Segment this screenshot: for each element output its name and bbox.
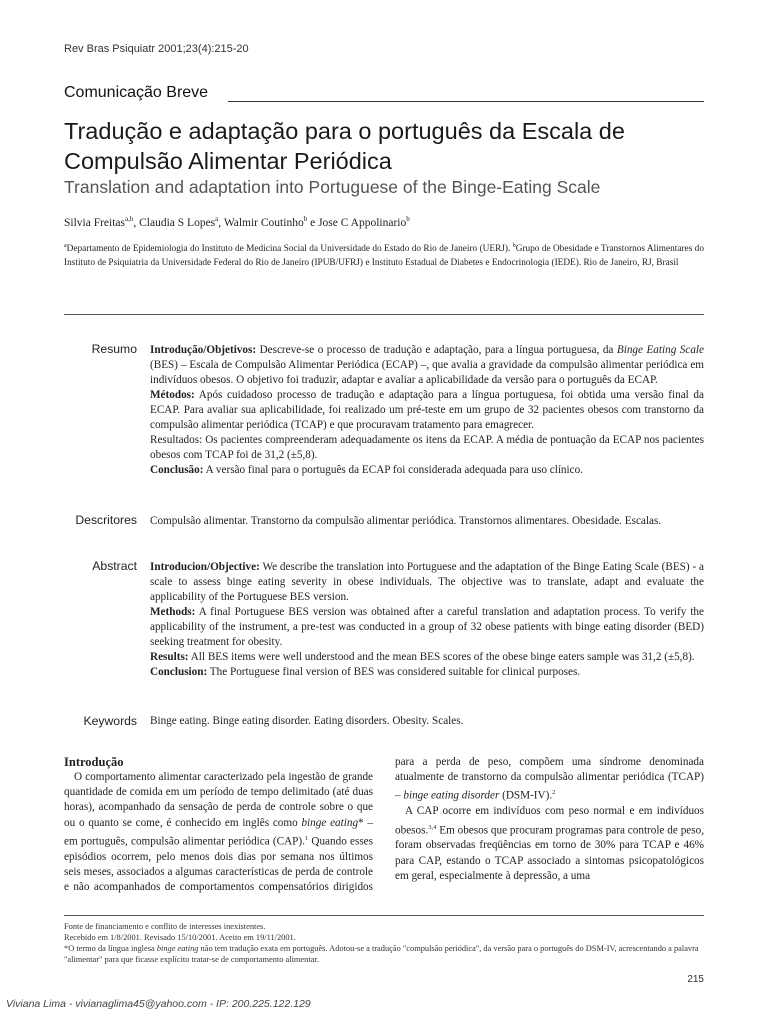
descritores-text: Compulsão alimentar. Transtorno da compulsão alimentar periódica. Transtornos alimentares. Obesidade. Escalas. bbox=[150, 515, 662, 527]
author-affiliation-marker: b bbox=[406, 215, 410, 223]
affiliation-a: Departamento de Epidemiologia do Instituto de Medicina Social da Universidade do Estado do Rio de Janeiro (UERJ). bbox=[66, 244, 513, 255]
author-affiliation-marker: b bbox=[303, 215, 308, 223]
author-name: Silvia Freitas bbox=[64, 216, 126, 229]
descritores-label: Descritores bbox=[75, 513, 137, 527]
header-divider bbox=[64, 314, 704, 315]
intro-heading: Introdução bbox=[64, 755, 124, 769]
resumo-intro-italic: Binge Eating Scale bbox=[616, 344, 705, 356]
section-rule bbox=[228, 101, 704, 102]
page-number: 215 bbox=[687, 974, 704, 985]
citation-marker: 3,4 bbox=[428, 823, 437, 831]
abstract-results-text: All BES items were well understood and the mean BES scores of the obese binge eaters sample was 31,2 (±5,8). bbox=[188, 651, 695, 663]
author-affiliation-marker: a,b bbox=[125, 215, 134, 223]
intro-text: * – em português, compulsão alimentar periódica (CAP). bbox=[64, 816, 374, 848]
intro-text: (DSM-IV). bbox=[499, 790, 553, 803]
author-affiliation-marker: a bbox=[215, 215, 219, 223]
footnote-text: não tem tradução exata em português. Adotou-se a tradução "compulsão periódica", da versão para o português do DSM-IV, acrescentando a palavra "alimentar" para que ficasse explícito tratar-se de comportamento alimentar. bbox=[64, 944, 699, 964]
section-label: Comunicação Breve bbox=[64, 84, 209, 101]
resumo-label: Resumo bbox=[91, 342, 137, 356]
author-name: Claudia S Lopes bbox=[139, 216, 216, 229]
footnote-text: *O termo da língua inglesa bbox=[64, 944, 157, 953]
abstract-methods-text: A final Portuguese BES version was obtained after a careful translation and adaptation process. To verify the applicability of the instrument, a pre-test was conducted in a group of 32 obese patients with binge eating disorder (BED) seeking treatment for obesity. bbox=[150, 606, 704, 648]
abstract-results-heading: Results: bbox=[150, 651, 189, 663]
intro-text: O comportamento alimentar caracterizado pela ingestão de grande quantidade de comida em um período de tempo delimitado (até duas horas), acompanhado da sensação de perda de controle sobre o que ou o quanto se come, é conhecido em inglês como bbox=[64, 771, 373, 829]
abstract-conclusion-heading: Conclusion: bbox=[150, 666, 208, 678]
intro-text: Em obesos que procuram programas para controle de peso, foram observadas freqüências em torno de 30% para TCAP e 46% para CAP, estando o TCAP associado a sintomas psicopatológicos em geral, especialmente à depressão, a uma bbox=[395, 824, 704, 882]
affiliation-marker: a bbox=[64, 243, 67, 249]
abstract-label: Abstract bbox=[92, 559, 137, 573]
resumo-resultados: Resultados: Os pacientes compreenderam adequadamente os itens da ECAP. A média de pontuação da ECAP nos pacientes obesos com TCAP foi de 31,2 (±5,8). bbox=[150, 434, 704, 461]
intro-italic: binge eating bbox=[301, 816, 359, 829]
resumo-intro bbox=[150, 343, 704, 388]
resumo-metodos-text: Após cuidadoso processo de tradução e adaptação para a língua portuguesa, foi obtida uma versão final da ECAP. Para avaliar sua aplicabilidade, foi realizado um pré-teste em um grupo de 32 pacientes obesos com transtorno da compulsão alimentar periódica (TCAP) e que procuravam tratamento para emagrecer. bbox=[150, 389, 704, 431]
intro-paragraph-2 bbox=[395, 804, 704, 884]
resumo-intro-text-2: (BES) – Escala de Compulsão Alimentar Periódica (ECAP) –, que avalia a gravidade da compulsão alimentar periódica em indivíduos obesos. O objetivo foi traduzir, adaptar e avaliar a aplicabilidade da versão para o português da ECAP. bbox=[150, 359, 704, 386]
author-name: Walmir Coutinho bbox=[223, 216, 304, 229]
resumo-conclusao-text: A versão final para o português da ECAP foi considerada adequada para uso clínico. bbox=[203, 464, 583, 476]
abstract-conclusion-text: The Portuguese final version of BES was considered suitable for clinical purposes. bbox=[207, 666, 581, 678]
footnote-italic: binge eating bbox=[156, 944, 199, 953]
resumo-body bbox=[150, 343, 704, 478]
author-separator: , bbox=[133, 216, 140, 229]
keywords-text: Binge eating. Binge eating disorder. Eating disorders. Obesity. Scales. bbox=[150, 715, 464, 727]
resumo-intro-text: Descreve-se o processo de tradução e adaptação, para a língua portuguesa, da bbox=[256, 344, 617, 356]
intro-italic: binge eating disorder bbox=[403, 790, 500, 803]
affiliation-marker: b bbox=[512, 243, 516, 249]
abstract-methods bbox=[150, 605, 704, 650]
article-title-english: Translation and adaptation into Portuguese of the Binge-Eating Scale bbox=[64, 177, 601, 197]
abstract-intro bbox=[150, 560, 704, 605]
resumo-metodos-heading: Métodos: bbox=[150, 389, 195, 401]
affiliations bbox=[64, 240, 704, 270]
citation-marker: 1 bbox=[304, 834, 309, 842]
author-list bbox=[64, 215, 410, 229]
abstract-intro-heading: Introducion/Objective: bbox=[150, 561, 260, 573]
author-separator: e bbox=[307, 216, 319, 229]
footnote-translation-note bbox=[64, 943, 704, 965]
footnotes bbox=[64, 921, 704, 965]
keywords-label: Keywords bbox=[83, 714, 137, 728]
abstract-intro-text: We describe the translation into Portuguese and the adaptation of the Binge Eating Scale (BES) - a scale to assess binge eating severity in obese individuals. The objective was to translate, adapt and evaluate the applicability of the Portuguese BES version. bbox=[150, 561, 704, 603]
resumo-conclusao-heading: Conclusão: bbox=[150, 464, 204, 476]
article-title: Tradução e adaptação para o português da Escala de Compulsão Alimentar Periódica bbox=[64, 118, 625, 174]
citation-marker: 2 bbox=[552, 789, 556, 797]
resumo-intro-heading: Introdução/Objetivos: bbox=[150, 344, 257, 356]
intro-text: A CAP ocorre em indivíduos com peso normal e em indivíduos obesos. bbox=[395, 805, 704, 837]
journal-reference: Rev Bras Psiquiatr 2001;23(4):215-20 bbox=[64, 43, 249, 55]
resumo-metodos bbox=[150, 388, 704, 433]
author-name: Jose C Appolinario bbox=[318, 216, 407, 229]
abstract-conclusion bbox=[150, 665, 704, 680]
download-watermark: Viviana Lima - vivianaglima45@yahoo.com - IP: 200.225.122.129 bbox=[6, 998, 311, 1010]
author-separator: , bbox=[218, 216, 224, 229]
intro-text: Quando esses episódios ocorrem, pelo menos dois dias por semana nos últimos seis meses, associados a algumas características de perda de controle e não acompanhados de comportamentos compensatórios dirigidos para a perda de peso, compõem uma síndrome denominada atualmente de transtorno da compulsão alimentar periódica (TCAP) – bbox=[64, 756, 704, 894]
abstract-results bbox=[150, 650, 704, 665]
affiliation-b: Grupo de Obesidade e Transtornos Alimentares do Instituto de Psiquiatria da Universidade Federal do Rio de Janeiro (IPUB/UFRJ) e Instituto Estadual de Diabetes e Endocrinologia (IEDE). Rio de Janeiro, RJ, Brasil bbox=[64, 244, 704, 268]
abstract-methods-heading: Methods: bbox=[150, 606, 196, 618]
footnote-dates: Recebido em 1/8/2001. Revisado 15/10/2001. Aceito em 19/11/2001. bbox=[64, 933, 296, 942]
resumo-conclusao bbox=[150, 463, 704, 478]
intro-columns bbox=[64, 755, 704, 905]
footnote-funding: Fonte de financiamento e conflito de interesses inexistentes. bbox=[64, 922, 266, 931]
abstract-body bbox=[150, 560, 704, 680]
footnote-divider bbox=[64, 915, 704, 916]
